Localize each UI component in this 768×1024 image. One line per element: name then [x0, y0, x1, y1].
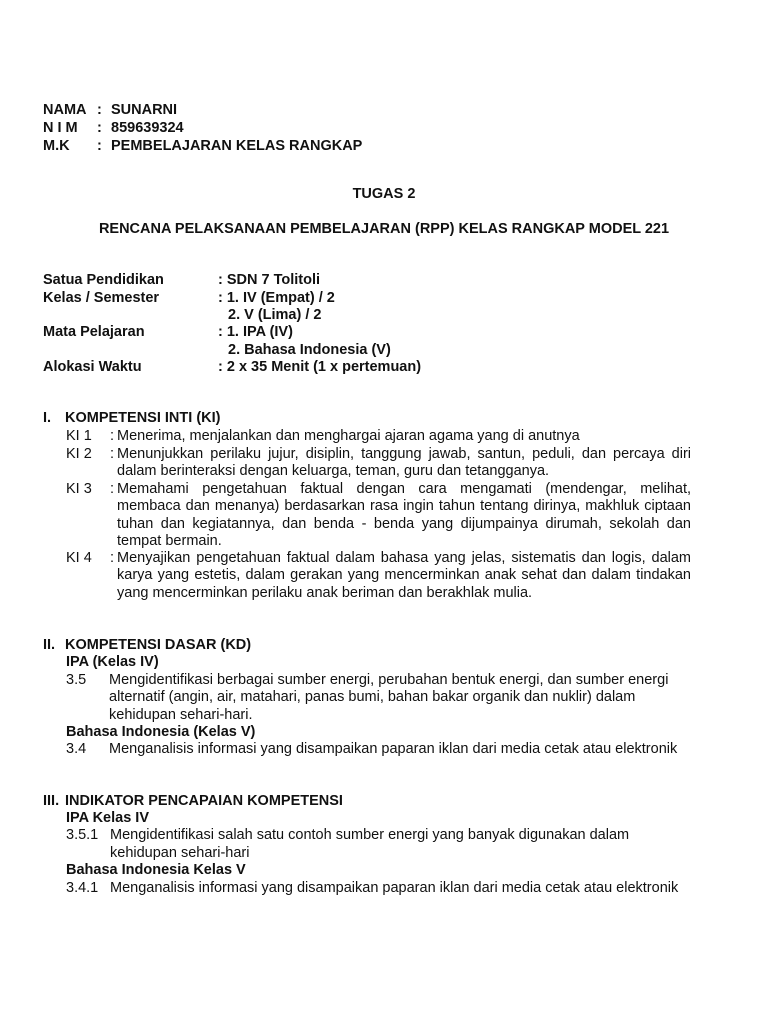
ipk-ipa-line-2: kehidupan sehari-hari [110, 845, 250, 861]
nim-value: 859639324 [111, 120, 184, 136]
section-1-title: KOMPETENSI INTI (KI) [65, 410, 221, 426]
kd-bi-line-1: Menganalisis informasi yang disampaikan paparan iklan dari media cetak atau elektronik [109, 741, 678, 757]
mapel-value-2: 2. Bahasa Indonesia (V) [228, 342, 391, 358]
kd-ipa-line-1: Mengidentifikasi berbagai sumber energi, perubahan bentuk energi, dan sumber energi [109, 672, 669, 688]
ipk-ipa-code: 3.5.1 [66, 827, 99, 843]
ki3-text: Memahami pengetahuan faktual dengan cara mengamati (mendengar, melihat, membaca dan menanya) berdasarkan rasa ingin tahun tentang dirinya, makhluk ciptaan tuhan dan kegiatannya, dan benda - benda yang dijumpainya dirumah, sekolah dan tempat bermain. [117, 481, 691, 549]
nama-value: SUNARNI [111, 102, 178, 118]
mk-value: PEMBELAJARAN KELAS RANGKAP [111, 138, 363, 154]
ki1-code: KI 1 [66, 428, 92, 444]
kd-bi-heading: Bahasa Indonesia (Kelas V) [66, 724, 256, 740]
ipk-bi-line-1: Menganalisis informasi yang disampaikan paparan iklan dari media cetak atau elektronik [110, 880, 679, 896]
kelas-value-1: : 1. IV (Empat) / 2 [218, 290, 335, 306]
section-2-title: KOMPETENSI DASAR (KD) [65, 637, 252, 653]
ipk-ipa-heading: IPA Kelas IV [66, 810, 150, 826]
kd-ipa-code: 3.5 [66, 672, 87, 688]
waktu-value: : 2 x 35 Menit (1 x pertemuan) [218, 359, 422, 375]
kelas-value-2: 2. V (Lima) / 2 [228, 307, 322, 323]
ki4-text: Menyajikan pengetahuan faktual dalam bahasa yang jelas, sistematis dan logis, dalam karya yang estetis, dalam gerakan yang mencerminkan anak sehat dan dalam tindakan yang mencerminkan perilaku anak beriman dan berakhlak mulia. [117, 550, 691, 601]
ki3-sep: : [110, 481, 115, 497]
satuan-label: Satua Pendidikan [43, 272, 164, 288]
ki2-sep: : [110, 446, 115, 462]
section-1-number: I. [43, 410, 52, 426]
ki2-text: Menunjukkan perilaku jujur, disiplin, tanggung jawab, santun, peduli, dan percaya diri dalam berinteraksi dengan keluarga, teman, guru dan tetangganya. [117, 446, 691, 480]
ipk-bi-code: 3.4.1 [66, 880, 99, 896]
nim-sep: : [97, 120, 102, 136]
section-3-title: INDIKATOR PENCAPAIAN KOMPETENSI [65, 793, 343, 809]
mapel-label: Mata Pelajaran [43, 324, 145, 340]
ki4-sep: : [110, 550, 115, 566]
ki1-text: Menerima, menjalankan dan menghargai ajaran agama yang di anutnya [117, 428, 580, 444]
nama-sep: : [97, 102, 102, 118]
kd-bi-code: 3.4 [66, 741, 87, 757]
section-3-number: III. [43, 793, 60, 809]
waktu-label: Alokasi Waktu [43, 359, 142, 375]
section-2-number: II. [43, 637, 56, 653]
kd-ipa-heading: IPA (Kelas IV) [66, 654, 159, 670]
ki3-code: KI 3 [66, 481, 92, 497]
nim-label: N I M [43, 120, 78, 136]
nama-label: NAMA [43, 102, 87, 118]
mapel-value-1: : 1. IPA (IV) [218, 324, 293, 340]
mk-sep: : [97, 138, 102, 154]
ipk-bi-heading: Bahasa Indonesia Kelas V [66, 862, 246, 878]
ki4-code: KI 4 [66, 550, 92, 566]
document-title: RENCANA PELAKSANAAN PEMBELAJARAN (RPP) KELAS RANGKAP MODEL 221 [98, 221, 670, 237]
assignment-title: TUGAS 2 [352, 186, 416, 202]
ipk-ipa-line-1: Mengidentifikasi salah satu contoh sumber energi yang banyak digunakan dalam [110, 827, 630, 843]
kelas-label: Kelas / Semester [43, 290, 160, 306]
ki2-code: KI 2 [66, 446, 92, 462]
kd-ipa-line-3: kehidupan sehari-hari. [109, 707, 253, 723]
mk-label: M.K [43, 138, 70, 154]
kd-ipa-line-2: alternatif (angin, air, matahari, panas bumi, bahan bakar organik dan nuklir) dalam [109, 689, 636, 705]
ki1-sep: : [110, 428, 115, 444]
satuan-value: : SDN 7 Tolitoli [218, 272, 321, 288]
